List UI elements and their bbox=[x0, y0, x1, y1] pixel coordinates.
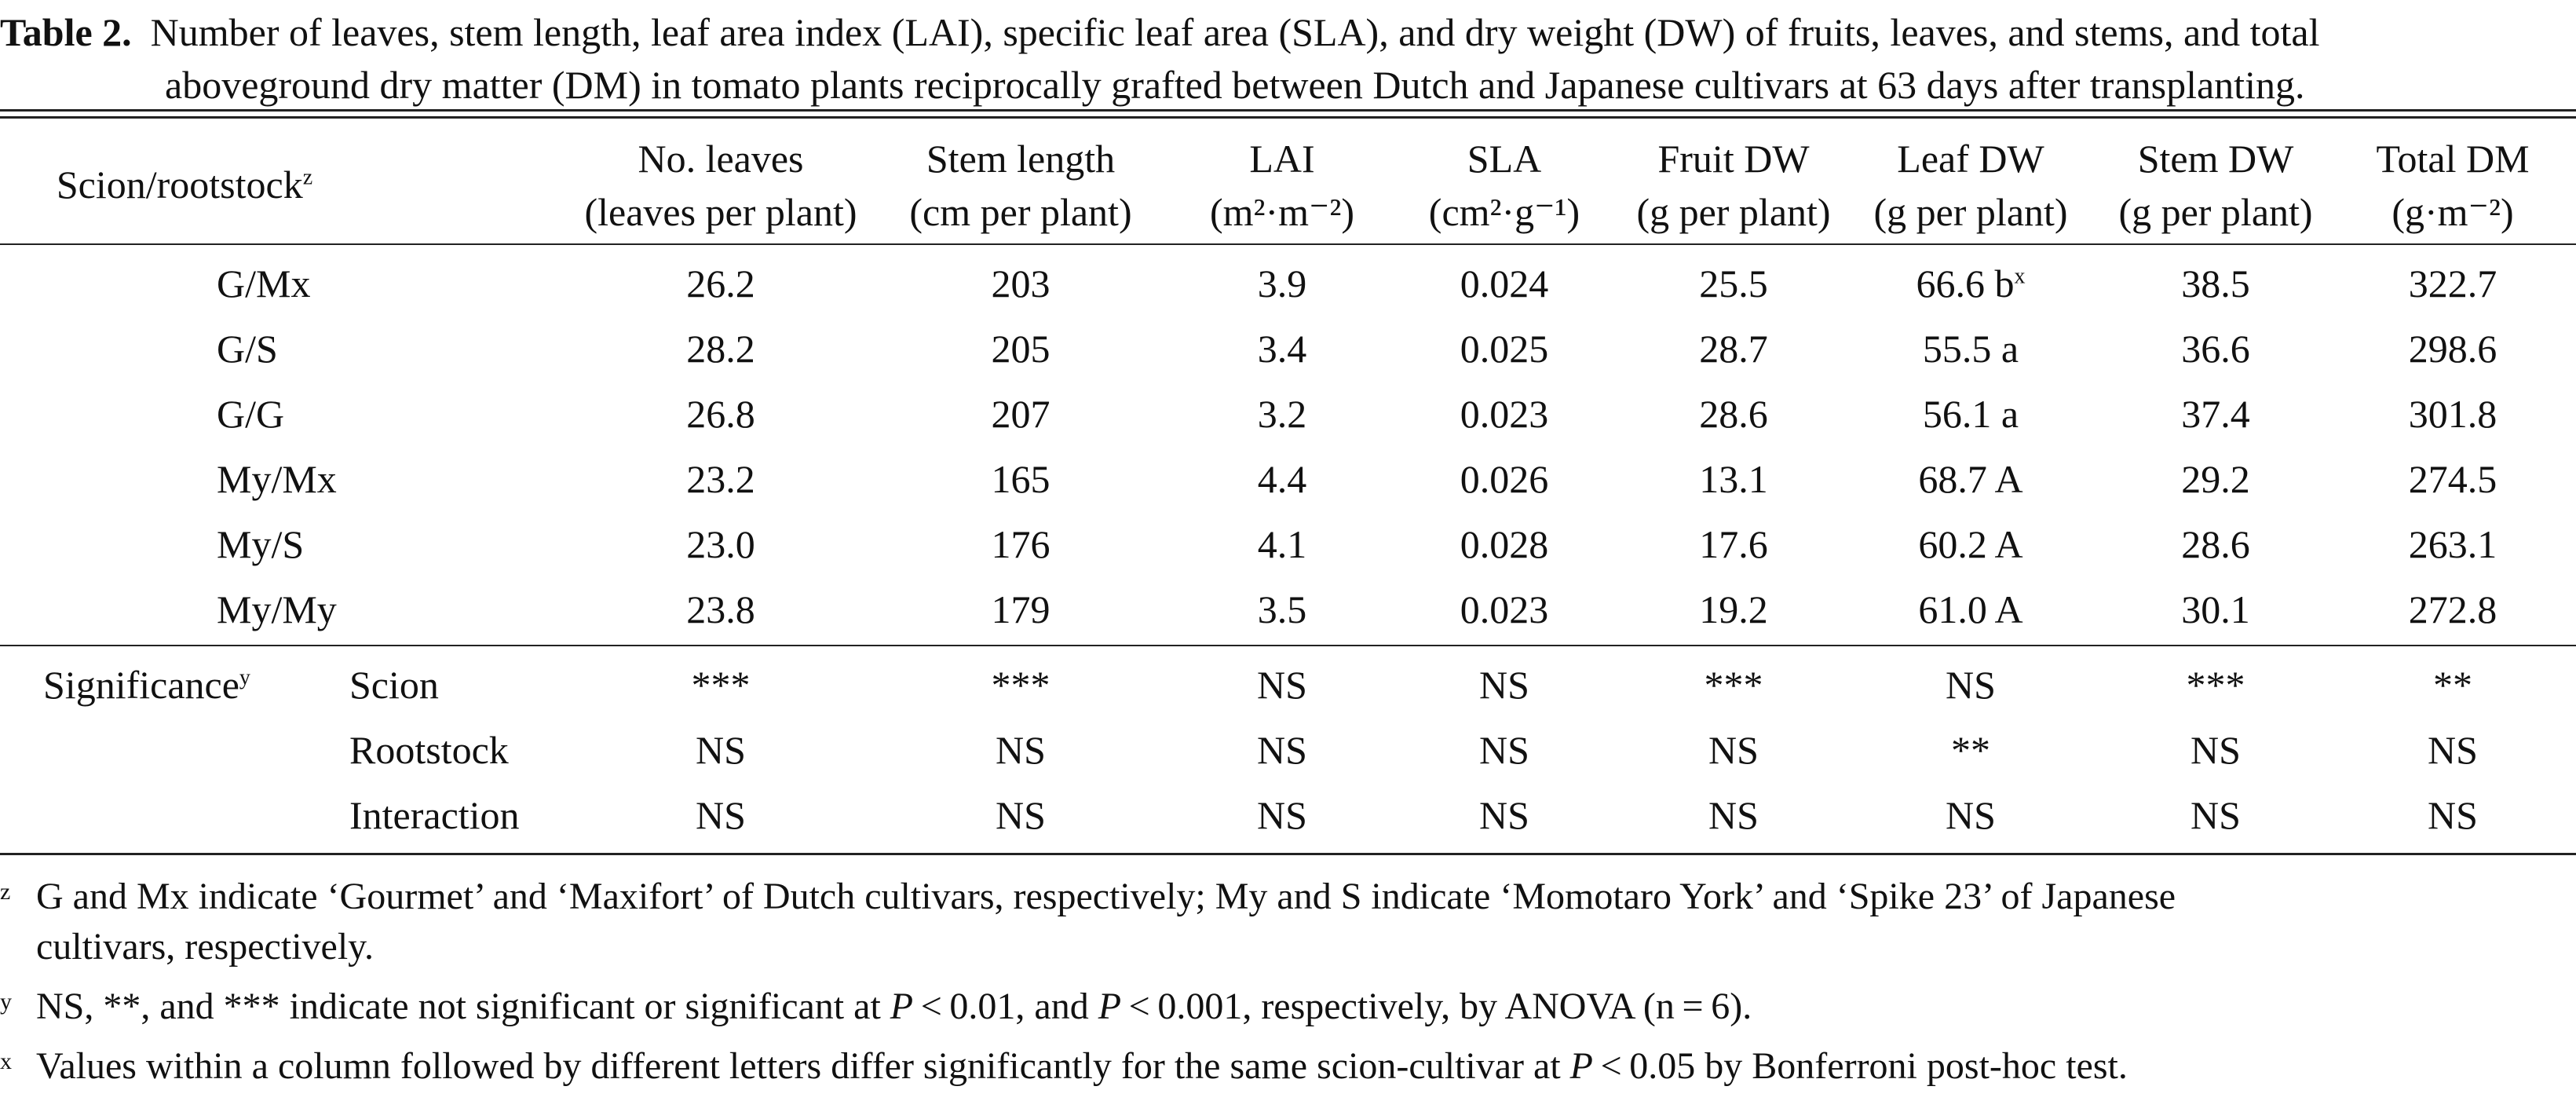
footnote-z: z G and Mx indicate ‘Gourmet’ and ‘Maxifort’ of Dutch cultivars, respectively; My and S indicate ‘Momotaro York’ and ‘Spike 23’ of Japanese cultivars, respectively. bbox=[0, 876, 2176, 967]
cell-leaves: 26.2 bbox=[686, 262, 755, 305]
bottom-rule bbox=[0, 853, 2576, 855]
significance-value: NS bbox=[696, 793, 746, 837]
footnote-x: x Values within a column followed by different letters differ significantly for the same scion-cultivar at P < 0.05 by Bonferroni post-hoc test. bbox=[0, 1045, 2128, 1087]
cell-leaves: 23.0 bbox=[686, 522, 755, 566]
significance-value: NS bbox=[696, 728, 746, 772]
significance-value: NS bbox=[1257, 793, 1307, 837]
significance-value: NS bbox=[2191, 728, 2241, 772]
row-label: G/G bbox=[217, 392, 285, 436]
cell-lai: 3.9 bbox=[1257, 262, 1307, 305]
cell-leaves: 28.2 bbox=[686, 327, 755, 371]
cell-stemdw: 38.5 bbox=[2181, 262, 2250, 305]
significance-value: NS bbox=[2428, 793, 2478, 837]
cell-leaf: 68.7 A bbox=[1918, 457, 2023, 501]
cell-leaf: 66.6 $b^x$ bbox=[1916, 262, 2026, 305]
significance-value: NS bbox=[1946, 663, 1996, 707]
row-label: My/My bbox=[217, 587, 337, 631]
significance-value: NS bbox=[2428, 728, 2478, 772]
significance-value: NS bbox=[1708, 728, 1759, 772]
cell-stemdw: 28.6 bbox=[2181, 522, 2250, 566]
body-rule bbox=[0, 645, 2576, 646]
cell-leaves: 23.8 bbox=[686, 587, 755, 631]
cell-fruit: 19.2 bbox=[1699, 587, 1768, 631]
cell-sla: 0.025 bbox=[1460, 327, 1549, 371]
cell-leaves: 23.2 bbox=[686, 457, 755, 501]
significance-value: NS bbox=[996, 728, 1046, 772]
cell-stem: 203 bbox=[991, 262, 1050, 305]
significance-value: NS bbox=[1257, 663, 1307, 707]
significance-value: NS bbox=[1479, 728, 1529, 772]
significance-value: NS bbox=[1946, 793, 1996, 837]
significance-value: NS bbox=[1708, 793, 1759, 837]
table-caption bbox=[0, 6, 2576, 112]
significance-value: *** bbox=[1704, 663, 1763, 707]
table-label: Table 2. bbox=[0, 10, 132, 54]
cell-leaf: 55.5 a bbox=[1922, 327, 2019, 371]
cell-leaf: 60.2 A bbox=[1918, 522, 2023, 566]
cell-total: 272.8 bbox=[2408, 587, 2497, 631]
footnote-y: y NS, **, and *** indicate not significant or significant at P < 0.01, and P < 0.001, respectively, by ANOVA (n = 6). bbox=[0, 986, 1752, 1027]
significance-factor: Interaction bbox=[349, 793, 520, 837]
significance-value: ** bbox=[2433, 663, 2472, 707]
cell-leaf: 56.1 a bbox=[1922, 392, 2019, 436]
cell-fruit: 28.7 bbox=[1699, 327, 1768, 371]
cell-total: 301.8 bbox=[2408, 392, 2497, 436]
cell-lai: 3.2 bbox=[1257, 392, 1307, 436]
cell-stemdw: 29.2 bbox=[2181, 457, 2250, 501]
footnotes bbox=[0, 872, 2576, 1101]
significance-value: NS bbox=[996, 793, 1046, 837]
header-leaf-dw: Leaf DW (g per plant) bbox=[1873, 137, 2068, 234]
cell-stem: 165 bbox=[991, 457, 1050, 501]
cell-leaves: 26.8 bbox=[686, 392, 755, 436]
cell-total: 263.1 bbox=[2408, 522, 2497, 566]
cell-stemdw: 37.4 bbox=[2181, 392, 2250, 436]
cell-fruit: 13.1 bbox=[1699, 457, 1768, 501]
cell-lai: 4.4 bbox=[1257, 457, 1307, 501]
row-label: My/S bbox=[217, 522, 305, 566]
significance-value: ** bbox=[1951, 728, 1990, 772]
header-stem-length: Stem length (cm per plant) bbox=[909, 137, 1132, 234]
cell-sla: 0.028 bbox=[1460, 522, 1549, 566]
cell-stem: 176 bbox=[991, 522, 1050, 566]
cell-stem: 179 bbox=[991, 587, 1050, 631]
cell-stemdw: 30.1 bbox=[2181, 587, 2250, 631]
cell-fruit: 17.6 bbox=[1699, 522, 1768, 566]
header-rule bbox=[0, 243, 2576, 245]
significance-value: *** bbox=[991, 663, 1050, 707]
cell-total: 298.6 bbox=[2408, 327, 2497, 371]
header-total-dm: Total DM (g·m⁻²) bbox=[2376, 137, 2530, 234]
significance-factor: Scion bbox=[349, 663, 439, 707]
significance-factor: Rootstock bbox=[349, 728, 509, 772]
cell-lai: 4.1 bbox=[1257, 522, 1307, 566]
cell-stemdw: 36.6 bbox=[2181, 327, 2250, 371]
header-lai: LAI (m²·m⁻²) bbox=[1209, 137, 1355, 234]
significance-value: NS bbox=[1257, 728, 1307, 772]
cell-sla: 0.023 bbox=[1460, 587, 1549, 631]
row-label: G/Mx bbox=[217, 262, 311, 305]
cell-fruit: 25.5 bbox=[1699, 262, 1768, 305]
header-no-leaves: No. leaves (leaves per plant) bbox=[584, 137, 857, 234]
header-stem-dw: Stem DW (g per plant) bbox=[2118, 137, 2313, 234]
cell-sla: 0.024 bbox=[1460, 262, 1549, 305]
cell-total: 322.7 bbox=[2408, 262, 2497, 305]
cell-lai: 3.4 bbox=[1257, 327, 1307, 371]
significance-label: Significance$^y$ bbox=[43, 663, 250, 707]
row-label: G/S bbox=[217, 327, 278, 371]
cell-leaf: 61.0 A bbox=[1918, 587, 2023, 631]
significance-value: NS bbox=[1479, 663, 1529, 707]
cell-lai: 3.5 bbox=[1257, 587, 1307, 631]
header-scion-rootstock: Scion/rootstock$^z$ bbox=[56, 163, 313, 207]
caption-line-2: aboveground dry matter (DM) in tomato plants reciprocally grafted between Dutch and Japanese cultivars at 63 days after transplanting. bbox=[165, 63, 2305, 107]
cell-sla: 0.026 bbox=[1460, 457, 1549, 501]
top-rule-outer bbox=[0, 109, 2576, 112]
row-label: My/Mx bbox=[217, 457, 337, 501]
cell-sla: 0.023 bbox=[1460, 392, 1549, 436]
significance-value: *** bbox=[2186, 663, 2245, 707]
significance-value: NS bbox=[2191, 793, 2241, 837]
significance-value: NS bbox=[1479, 793, 1529, 837]
header-sla: SLA (cm²·g⁻¹) bbox=[1428, 137, 1580, 234]
significance-value: *** bbox=[691, 663, 751, 707]
header-fruit-dw: Fruit DW (g per plant) bbox=[1636, 137, 1831, 234]
cell-stem: 207 bbox=[991, 392, 1050, 436]
cell-fruit: 28.6 bbox=[1699, 392, 1768, 436]
caption-line-1: Number of leaves, stem length, leaf area index (LAI), specific leaf area (SLA), and dry weight (DW) of fruits, leaves, and stems, and total bbox=[150, 10, 2320, 54]
top-rule-inner bbox=[0, 116, 2576, 119]
cell-stem: 205 bbox=[991, 327, 1050, 371]
cell-total: 274.5 bbox=[2408, 457, 2497, 501]
